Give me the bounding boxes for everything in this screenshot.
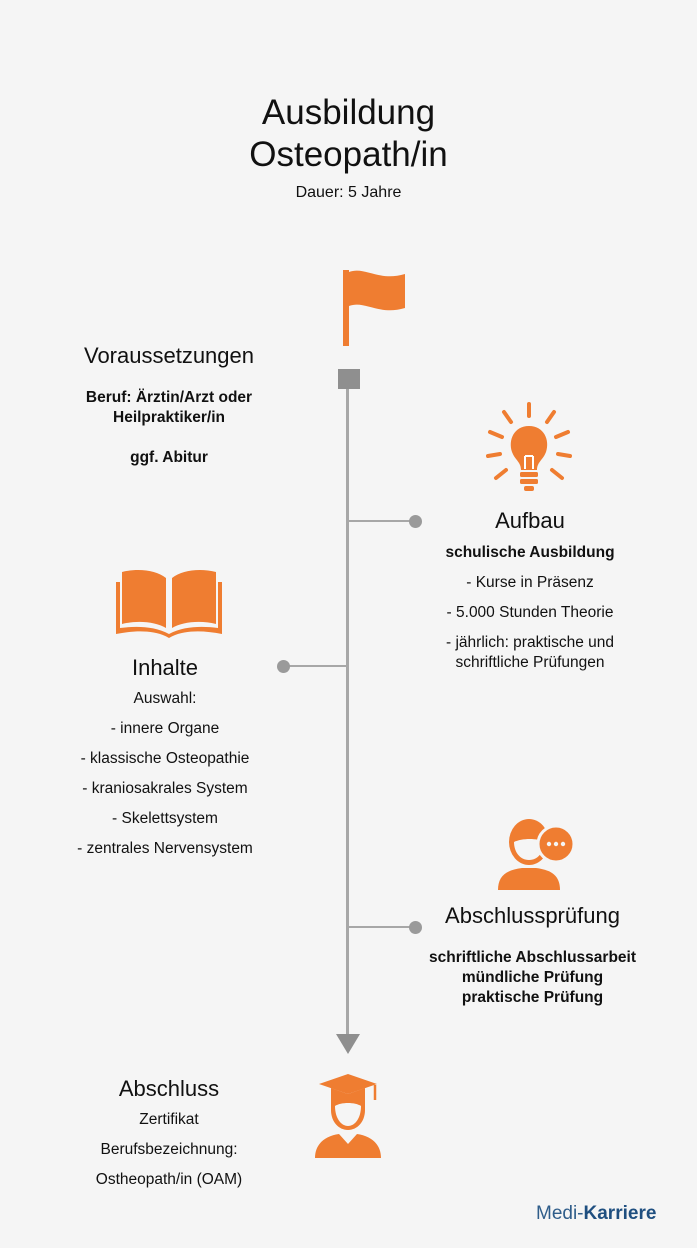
inhalte-item: - zentrales Nervensystem [77,840,253,857]
logo-part-1: Medi- [536,1203,584,1224]
aufbau-item-3b: schriftliche Prüfungen [455,654,605,671]
inhalte-item: - klassische Osteopathie [80,750,250,767]
voraussetzungen-line-1: Beruf: Ärztin/Arzt oder [85,389,253,406]
inhalte-dot [277,660,290,673]
aufbau-content [410,543,650,673]
title-line-1: Ausbildung [261,93,436,132]
timeline-arrowhead [336,1034,360,1056]
inhalte-item: - innere Organe [110,720,220,737]
duration-label: Dauer: 5 Jahre [295,184,402,201]
abschluss-content [60,1110,278,1190]
page-title [0,92,697,176]
abschlusspruefung-item: praktische Prüfung [461,989,604,1006]
abschlusspruefung-heading: Abschlussprüfung [445,903,620,928]
aufbau-heading: Aufbau [495,508,565,533]
aufbau-item-3a: - jährlich: praktische und [446,634,614,651]
inhalte-intro: Auswahl: [133,690,197,707]
book-icon [116,568,222,640]
voraussetzungen-line-2: Heilpraktiker/in [113,409,225,426]
person-speech-icon [492,812,576,892]
logo-part-2: Karriere [583,1203,657,1224]
medi-karriere-logo [536,1203,656,1225]
title-line-2: Osteopath/in [249,135,448,174]
lightbulb-icon [484,400,574,496]
abschlusspruefung-item: schriftliche Abschlussarbeit [428,949,637,966]
inhalte-content [55,689,275,859]
voraussetzungen-content [60,388,278,468]
timeline-start-square [338,369,360,389]
abschluss-line-3: Ostheopath/in (OAM) [95,1171,243,1188]
inhalte-item: - Skelettsystem [112,810,218,827]
timeline-line [346,380,349,1040]
abschluss-line-2: Berufsbezeichnung: [100,1141,238,1158]
abschlusspruefung-item: mündliche Prüfung [461,969,604,986]
voraussetzungen-line-3: ggf. Abitur [130,449,208,466]
aufbau-item-2: - 5.000 Stunden Theorie [446,604,614,621]
graduate-icon [313,1074,383,1158]
inhalte-heading: Inhalte [131,655,199,680]
inhalte-item: - kraniosakrales System [82,780,248,797]
aufbau-item-1: - Kurse in Präsenz [466,574,594,591]
aufbau-connector [348,520,414,522]
flag-icon [343,270,407,346]
voraussetzungen-heading: Voraussetzungen [83,343,255,368]
abschlusspruefung-connector [348,926,414,928]
abschlusspruefung-content [410,948,655,1008]
abschluss-heading: Abschluss [118,1076,220,1101]
abschluss-line-1: Zertifikat [139,1111,199,1128]
inhalte-connector [283,665,348,667]
aufbau-subheading: schulische Ausbildung [445,544,615,561]
